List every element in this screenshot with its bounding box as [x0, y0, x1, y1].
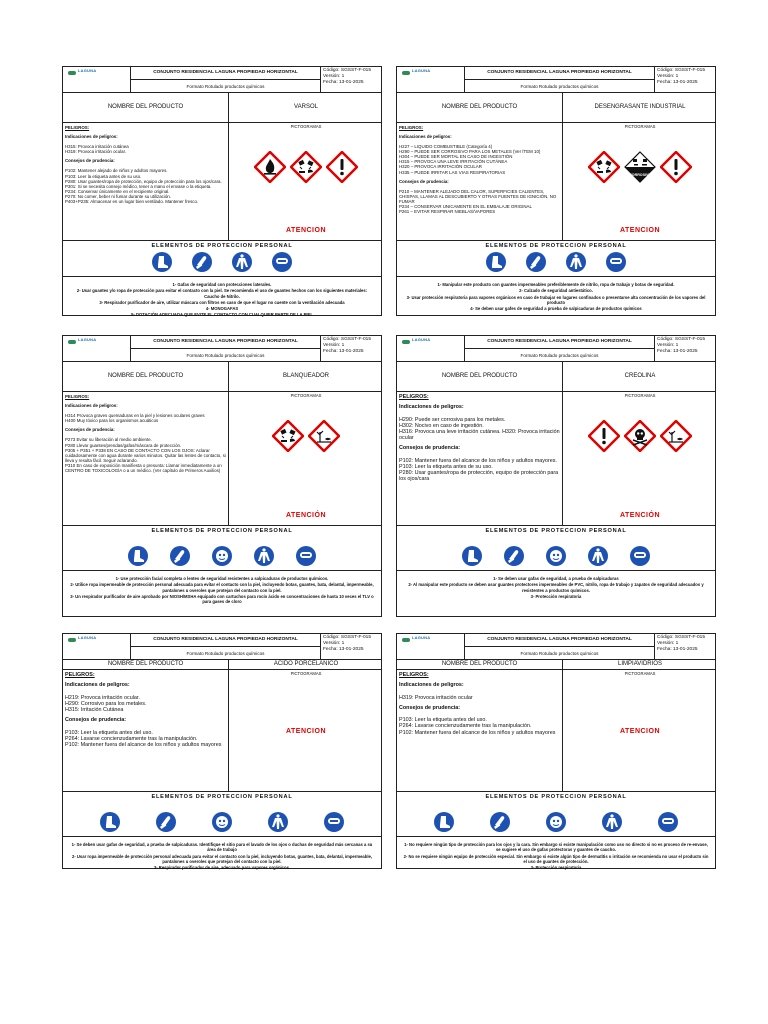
product-name-row [397, 362, 715, 392]
signal-word: ATENCIÓN [285, 512, 327, 519]
hazard-statement: H400 Muy tóxico para los organismos acuáticos [65, 418, 159, 424]
document-title: CONJUNTO RESIDENCIAL LAGUNA PROPIEDAD HORIZONTAL [465, 336, 655, 349]
boot-icon [486, 252, 506, 272]
epp-note: 3- Respirador purificador de aire, utilizar máscara con filtros en caso de que el lugar no cuente con la ventilación adecuada [99, 299, 345, 305]
hazard-statement: H315 – PROVOCA UNA LEVE IRRITACIÓN CUTÁNEA [399, 159, 508, 165]
document-meta [655, 634, 717, 660]
boot-icon [152, 252, 172, 272]
precautions-heading: Consejos de prudencia: [65, 427, 115, 433]
product-name-row [63, 660, 381, 670]
epp-note: 3- Un respirador purificador de aire aprobado por NIOSH/MSHA equipado con cartuchos para rocío ácido en concentraciones de hasta 10 veces el TLV o para gases de cloro [70, 593, 374, 604]
product-name-label: NOMBRE DEL PRODUCTO [397, 362, 563, 391]
precaution-statement: P403+P235: Almacenar en un lugar bien ventilado. Mantener fresco. [65, 198, 199, 204]
hazard-text [63, 123, 229, 240]
hazard-section [63, 392, 381, 526]
hazard-statement: H227 – LIQUIDO COMBUSTIBLE (Categoría 4) [399, 144, 493, 150]
pictogram-panel [563, 392, 717, 525]
format-name: Formato Rotulado productos químicos [465, 647, 655, 660]
label-card-4 [62, 633, 382, 869]
hazard-section [63, 123, 381, 241]
pictogram-row [563, 420, 717, 453]
logo-cell [397, 634, 465, 660]
epp-note: 1- No requiere ningún tipo de protección para los ojos y la cara. Sin embargo si existe manipulación como uso no directo si no es proceso de re-envase, se sugiere el uso de gafas protectoras y guantes de caucho. [404, 842, 708, 853]
pictogram-panel [563, 123, 717, 240]
precaution-statement: P210 – MANTENER ALEJADO DEL CALOR, SUPERFICIES CALIENTES, CHISPAS, LLAMAS AL DESCUBIERTO Y OTRAS FUENTES DE IGNICIÓN. NO FUMAR [399, 188, 557, 204]
format-name: Formato Rotulado productos químicos [131, 80, 321, 93]
precaution-statement: P280: Usar guantes/ropa de protección, equipo de protección para los ojos/cara [399, 470, 559, 483]
precaution-statement: P310 En caso de exposición manifiesta o presunta: Llamar inmediatamente a un CENTRO DE TOXICOLOGÍA o a un médico. (Ver capítulo de Primeros Auxilios) [65, 462, 222, 473]
pictograms-label: PICTOGRAMAS [624, 124, 656, 129]
logo-text: LAGUNA [412, 68, 431, 73]
peligros-heading: PELIGROS: [65, 394, 90, 399]
format-name: Formato Rotulado productos químicos [131, 647, 321, 660]
boot-icon [462, 546, 482, 566]
hazard-statement: H316: Provoca una leve irritación cutánea. H320: Provoca irritación ocular [399, 429, 560, 442]
peligros-heading: PELIGROS: [399, 125, 424, 130]
logo-cell [397, 67, 465, 93]
hazard-section [397, 123, 715, 241]
pictograms-label: PICTOGRAMAS [290, 124, 322, 129]
corrosion-icon [272, 420, 304, 453]
hazard-statements-heading: Indicaciones de peligros: [65, 682, 130, 689]
hazard-statement: H315: Irritación Cutánea [65, 707, 124, 714]
suit-icon [566, 252, 586, 272]
peligros-heading: PELIGROS: [399, 672, 429, 678]
label-card-2 [62, 335, 382, 617]
face-shield-icon [546, 812, 566, 832]
laguna-logo [66, 635, 106, 644]
precaution-statement: P270: No comer, beber ni fumar durante su utilización. [65, 193, 171, 199]
label-header [63, 634, 381, 660]
document-title: CONJUNTO RESIDENCIAL LAGUNA PROPIEDAD HORIZONTAL [131, 634, 321, 647]
epp-divider [397, 570, 715, 571]
product-name: LIMPIAVIDRIOS [618, 661, 662, 668]
epp-note: 2- No se requiere ningún equipo de protección especial. Sin embargo si existe algún tipo de dermatitis o irritación se recomienda no usar el producto sin el uso de guantes de protección. [403, 853, 709, 864]
exclamation-icon [588, 420, 620, 453]
epp-notes [63, 574, 381, 607]
label-card-5 [396, 633, 716, 869]
document-code: Código: SGSST-F-015 [657, 635, 705, 640]
epp-note: 2- Calzado de seguridad antiestático. [519, 288, 593, 294]
suit-icon [232, 252, 252, 272]
epp-note: 1- Manipular este producto con guantes impermeables preferiblemente de nitrilo, ropa de trabajo y botas de seguridad. [437, 282, 675, 287]
product-name: ACIDO PORCELANICO [273, 661, 339, 668]
epp-notes [63, 840, 381, 873]
product-name-label: NOMBRE DEL PRODUCTO [63, 93, 229, 122]
hazard-statements-heading: Indicaciones de peligros: [399, 404, 464, 411]
epp-note: 2- Utilice ropa impermeable de protección personal adecuada para evitar el contacto con la piel, incluyendo botas, guantes, bata, delantal, impermeable, pantalones u overoles que protejan del contacto con la piel. [70, 582, 374, 593]
precautions-heading: Consejos de prudencia: [399, 178, 449, 184]
laguna-logo [66, 68, 106, 77]
epp-icon-row [63, 546, 381, 566]
hazard-text [397, 392, 563, 525]
logo-cell [397, 336, 465, 362]
product-name-label: NOMBRE DEL PRODUCTO [63, 362, 229, 391]
product-name-row [397, 93, 715, 123]
document-date: Fecha: 13-01-2025 [323, 79, 364, 85]
logo-text: LAGUNA [412, 635, 431, 640]
product-name-label: NOMBRE DEL PRODUCTO [397, 660, 563, 669]
precaution-statement: P280: Usar guantes/ropa de protección, equipo de protección para los ojos/cara. [65, 178, 222, 184]
boot-icon [434, 812, 454, 832]
product-name: DESENGRASANTE INDUSTRIAL [594, 104, 686, 111]
pictograms-label: PICTOGRAMAS [624, 671, 656, 676]
epp-note: 4- MONOGAFAS [205, 306, 239, 311]
label-card-3 [396, 335, 716, 617]
epp-title: ELEMENTOS DE PROTECCION PERSONAL [151, 243, 293, 249]
precaution-statement: P103: Leer la etiqueta antes de su uso. [399, 464, 493, 471]
environment-icon [660, 420, 692, 453]
document-title: CONJUNTO RESIDENCIAL LAGUNA PROPIEDAD HORIZONTAL [131, 67, 321, 80]
precaution-statement: P273 Evitar su liberación al medio ambiente. [65, 437, 152, 443]
epp-title: ELEMENTOS DE PROTECCION PERSONAL [485, 243, 627, 249]
laguna-logo [400, 337, 440, 346]
epp-note: 3- Protección respiratoria [530, 593, 582, 599]
document-version: Versión: 1 [323, 342, 345, 348]
pictogram-panel [229, 670, 383, 791]
hazard-statement: H302: Nocivo en caso de ingestión. [399, 422, 484, 429]
hazard-statements-heading: Indicaciones de peligros: [399, 682, 464, 689]
epp-divider [397, 276, 715, 277]
epp-notes [397, 840, 715, 873]
document-version: Versión: 1 [323, 640, 345, 646]
skull-icon [624, 420, 656, 453]
epp-divider [397, 836, 715, 837]
logo-cell [63, 336, 131, 362]
hazard-statement: H319: Provoca irritación ocular [399, 694, 473, 701]
logo-text: LAGUNA [412, 337, 431, 342]
pictograms-label: PICTOGRAMAS [290, 671, 322, 676]
pictogram-row [563, 151, 717, 184]
epp-title: ELEMENTOS DE PROTECCION PERSONAL [485, 528, 627, 534]
epp-note: 2- Usar ropa impermeable de protección personal adecuada para evitar el contacto con la piel, incluyendo botas, guantes, bata, delantal, impermeable, pantalones u overoles que protejan del contacto con la piel. [72, 853, 372, 864]
suit-icon [268, 812, 288, 832]
hazard-statement: H290: Corrosivo para los metales. [65, 700, 147, 707]
glove-icon [490, 812, 510, 832]
glove-icon [170, 546, 190, 566]
document-version: Versión: 1 [657, 640, 679, 646]
label-header [397, 634, 715, 660]
svg-text:CORROSIVE: CORROSIVE [629, 173, 651, 177]
epp-title: ELEMENTOS DE PROTECCION PERSONAL [151, 794, 293, 800]
product-name: BLANQUEADOR [282, 373, 329, 380]
mask-icon [630, 546, 650, 566]
precautions-heading: Consejos de prudencia: [65, 158, 115, 164]
pictograms-label: PICTOGRAMAS [290, 393, 322, 398]
epp-title: ELEMENTOS DE PROTECCION PERSONAL [485, 794, 627, 800]
logo-text: LAGUNA [78, 68, 97, 73]
hazard-section [397, 392, 715, 526]
epp-note: 3- Respirador purificador de aire, adecuado para vapores orgánicos. [153, 865, 291, 870]
precautions-heading: Consejos de prudencia: [399, 704, 461, 711]
corrosive-class8-icon [624, 151, 656, 184]
hazard-statement: H304 – PUEDE SER MORTAL EN CASO DE INGESTIÓN [399, 154, 513, 160]
document-date: Fecha: 13-01-2025 [323, 348, 364, 354]
corrosion-icon [588, 151, 620, 184]
precaution-statement: P103: Leer la etiqueta antes de su uso. [65, 173, 142, 179]
format-name: Formato Rotulado productos químicos [131, 349, 321, 362]
mask-icon [272, 252, 292, 272]
hazard-section [63, 670, 381, 792]
epp-note: 1- Gafas de seguridad con protecciones laterales. [172, 282, 272, 287]
label-card-0 [62, 66, 382, 316]
epp-note: 1- Se deben usar gafas de seguridad, a prueba de salpicaduras. Identifique el sitio para el lavado de los ojos o duchas de seguridad más cercanas a su área de trabajo [71, 842, 373, 853]
suit-icon [588, 546, 608, 566]
face-shield-icon [212, 546, 232, 566]
laguna-logo [66, 337, 106, 346]
precaution-statement: P301: Si se necesita consejo médico, tener a mano el envase o la etiqueta. [65, 183, 212, 189]
document-date: Fecha: 13-01-2025 [657, 79, 698, 85]
hazard-statements-heading: Indicaciones de peligros: [65, 134, 118, 140]
epp-notes [397, 574, 715, 602]
epp-title: ELEMENTOS DE PROTECCION PERSONAL [151, 528, 293, 534]
product-name-row [63, 93, 381, 123]
environment-icon [308, 420, 340, 453]
suit-icon [602, 812, 622, 832]
precaution-statement: P264: Lavarse concienzudamente tras la manipulación. [399, 723, 532, 730]
signal-word: ATENCIÓN [619, 512, 661, 519]
hazard-statement: H320 – PROVOCA IRRITACIÓN OCULAR [399, 164, 482, 170]
document-date: Fecha: 13-01-2025 [323, 646, 364, 652]
flame-icon [254, 151, 286, 184]
precaution-statement: P234: Conservar únicamente en el recipiente original. [65, 188, 170, 194]
signal-word: ATENCION [619, 728, 661, 735]
hazard-statements-heading: Indicaciones de peligros: [65, 403, 118, 409]
epp-note: 4- Se deben usar gafes de seguridad a prueba de salpicaduras de productos químicos [470, 306, 642, 311]
document-date: Fecha: 13-01-2025 [657, 348, 698, 354]
product-name-row [63, 362, 381, 392]
document-date: Fecha: 13-01-2025 [657, 646, 698, 652]
hazard-statement: H319: Provoca irritación ocular. [65, 149, 127, 155]
epp-notes [63, 280, 381, 321]
format-name: Formato Rotulado productos químicos [465, 349, 655, 362]
exclamation-icon [326, 151, 358, 184]
peligros-heading: PELIGROS: [399, 394, 429, 400]
laguna-logo [400, 68, 440, 77]
product-name: CREOLINA [624, 373, 656, 380]
mask-icon [296, 546, 316, 566]
document-version: Versión: 1 [657, 342, 679, 348]
glove-icon [156, 812, 176, 832]
logo-cell [63, 634, 131, 660]
hazard-statement: H290 – PUEDE SER CORROSIVO PARA LOS METALES (Ver ÍTEM 10) [399, 149, 541, 155]
document-meta [321, 634, 383, 660]
precaution-statement: P261 – EVITAR RESPIRAR NIEBLAS/VAPORES [399, 208, 496, 214]
epp-divider [63, 836, 381, 837]
laguna-logo [400, 635, 440, 644]
precaution-statement: P102: Mantener alejado de niños y adultos mayores. [65, 168, 168, 174]
epp-icon-row [63, 252, 381, 272]
pictogram-row [229, 420, 383, 453]
epp-note: 5- DOTACIÓN ADECUADA QUE EVITE EL CONTACTO CON CUALQUIER PARTE DE LA PIEL [131, 312, 313, 318]
epp-icon-row [63, 812, 381, 832]
epp-icon-row [397, 812, 715, 832]
pictograms-label: PICTOGRAMAS [624, 393, 656, 398]
label-header [397, 336, 715, 362]
face-shield-icon [212, 812, 232, 832]
glove-icon [192, 252, 212, 272]
epp-note: 3- Usar protección respiratoria para vapores orgánicos en caso de trabajar en lugares confinados o presentarse alta concentración de los vapores del producto [406, 294, 706, 305]
signal-word: ATENCION [285, 227, 327, 234]
hazard-section [397, 670, 715, 792]
document-meta [321, 336, 383, 362]
label-header [63, 336, 381, 362]
peligros-heading: PELIGROS: [65, 125, 90, 130]
hazard-text [63, 670, 229, 791]
document-code: Código: SGSST-F-015 [657, 337, 705, 342]
epp-notes [397, 280, 715, 314]
logo-text: LAGUNA [78, 337, 97, 342]
precaution-statement: P103: Leer la etiqueta antes del uso. [399, 717, 487, 724]
epp-divider [63, 276, 381, 277]
epp-icon-row [397, 546, 715, 566]
document-title: CONJUNTO RESIDENCIAL LAGUNA PROPIEDAD HORIZONTAL [465, 634, 655, 647]
document-meta [655, 67, 717, 93]
document-title: CONJUNTO RESIDENCIAL LAGUNA PROPIEDAD HORIZONTAL [131, 336, 321, 349]
document-meta [655, 336, 717, 362]
exclamation-icon [660, 151, 692, 184]
logo-text: LAGUNA [78, 635, 97, 640]
label-header [397, 67, 715, 93]
hazard-statement: H290: Puede ser corrosiva para los metales. [399, 416, 506, 423]
document-code: Código: SGSST-F-015 [323, 68, 371, 73]
document-meta [321, 67, 383, 93]
label-header [63, 67, 381, 93]
hazard-text [63, 392, 229, 525]
epp-note: 3- Protección respiratoria [530, 865, 582, 870]
boot-icon [128, 546, 148, 566]
hazard-statement: H314 Provoca graves quemaduras en la piel y lesiones oculares graves [65, 413, 205, 419]
product-name: VARSOL [294, 104, 318, 111]
document-title: CONJUNTO RESIDENCIAL LAGUNA PROPIEDAD HORIZONTAL [465, 67, 655, 80]
mask-icon [606, 252, 626, 272]
pictogram-panel [229, 392, 383, 525]
document-code: Código: SGSST-F-015 [323, 337, 371, 342]
precaution-statement: P305 + P351 + P338 EN CASO DE CONTACTO CON LOS OJOS: Aclarar cuidadosamente con agua durante varios minutos. Quitar las lentes de contacto, si lleva y resulta fácil. Seguir aclarando. [65, 447, 226, 463]
product-name-row [397, 660, 715, 670]
boot-icon [100, 812, 120, 832]
face-shield-icon [546, 546, 566, 566]
format-name: Formato Rotulado productos químicos [465, 80, 655, 93]
signal-word: ATENCION [285, 728, 327, 735]
precaution-statement: P264: Lavarse concienzudamente tras la manipulación. [65, 735, 198, 742]
suit-icon [254, 546, 274, 566]
document-version: Versión: 1 [323, 73, 345, 79]
epp-note: 1- Se deben usar gafas de seguridad, a prueba de salpicaduras [493, 576, 619, 581]
precaution-statement: P102: Mantener fuera del alcance de los niños y adultos mayores [399, 729, 556, 736]
pictogram-panel [229, 123, 383, 240]
glove-icon [526, 252, 546, 272]
glove-icon [504, 546, 524, 566]
hazard-statement: H335 – PUEDE IRRITAR LAS VIAS RESPIRATORIAS [399, 169, 506, 175]
epp-divider [63, 570, 381, 571]
document-code: Código: SGSST-F-015 [323, 635, 371, 640]
logo-cell [63, 67, 131, 93]
precaution-statement: P234 – CONSERVAR UNICAMENTE EN EL EMBALAJE ORIGINAL [399, 203, 532, 209]
hazard-statement: H315: Provoca irritación cutánea [65, 144, 129, 150]
precaution-statement: P102: Mantener fuera del alcance de los niños y adultos mayores. [399, 457, 557, 464]
epp-icon-row [397, 252, 715, 272]
peligros-heading: PELIGROS: [65, 672, 95, 678]
product-name-label: NOMBRE DEL PRODUCTO [63, 660, 229, 669]
hazard-text [397, 123, 563, 240]
pictogram-panel [563, 670, 717, 791]
signal-word: ATENCION [619, 227, 661, 234]
epp-note: 2- Usar guantes y/o ropa de protección para evitar el contacto con la piel. Se recomienda el uso de guantes hechos con los siguientes materiales: Caucho de Nitrilo. [76, 288, 368, 299]
product-name-label: NOMBRE DEL PRODUCTO [397, 93, 563, 122]
precaution-statement: P280 Llevar guantes/prendas/gafas/máscara de protección. [65, 442, 182, 448]
document-code: Código: SGSST-F-015 [657, 68, 705, 73]
epp-note: 2- Al manipular este producto se deben usar guantes protectores impermeables de PVC, nitrilo, ropa de trabajo y zapatos de seguridad adecuados y resistentes a productos químicos. [408, 582, 704, 593]
mask-icon [324, 812, 344, 832]
corrosion-icon [290, 151, 322, 184]
precautions-heading: Consejos de prudencia: [65, 717, 127, 724]
label-card-1 [396, 66, 716, 316]
document-version: Versión: 1 [657, 73, 679, 79]
precautions-heading: Consejos de prudencia: [399, 445, 461, 452]
precaution-statement: P102: Mantener fuera del alcance de los niños y adultos mayores [65, 742, 222, 749]
epp-note: 1- Use protección facial completa o lentes de seguridad resistentes a salpicaduras de productos químicos. [115, 576, 329, 581]
hazard-statements-heading: Indicaciones de peligros: [399, 134, 452, 140]
hazard-text [397, 670, 563, 791]
precaution-statement: P103: Leer la etiqueta antes del uso. [65, 729, 153, 736]
pictogram-row [229, 151, 383, 184]
hazard-statement: H219: Provoca irritación ocular. [65, 694, 140, 701]
mask-icon [658, 812, 678, 832]
